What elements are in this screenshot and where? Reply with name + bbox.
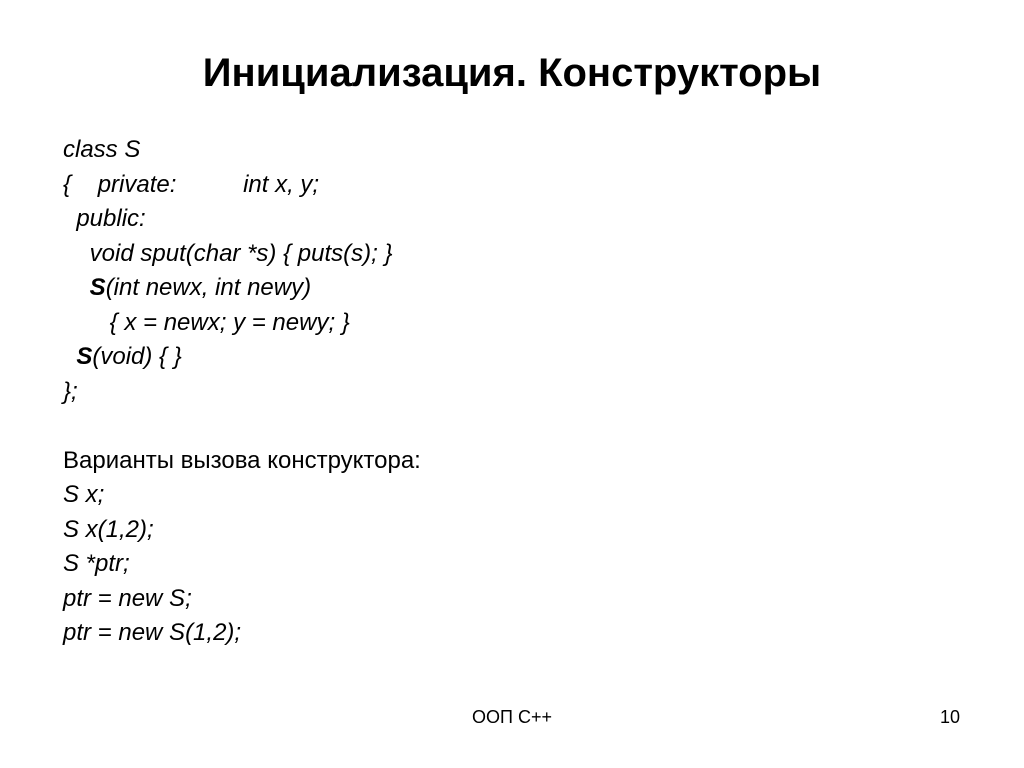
constructor-name: S — [76, 343, 93, 370]
variant-line-1: S x; — [63, 481, 105, 508]
constructor-name: S — [89, 274, 106, 301]
footer-course-label: ООП С++ — [472, 707, 552, 727]
code-line-blank — [63, 409, 421, 444]
code-block — [63, 133, 421, 651]
code-line-4: void sput(char *s) { puts(s); } — [63, 239, 393, 267]
code-line-7: S(void) { } — [76, 343, 182, 370]
page-number: 10 — [939, 707, 960, 727]
slide-title: Инициализация. Конструкторы — [202, 51, 822, 95]
variant-line-5: ptr = new S(1,2); — [63, 619, 242, 646]
code-line-5: S(int newx, int newy) — [89, 274, 312, 301]
variants-heading: Варианты вызова конструктора: — [63, 446, 421, 474]
code-line-3: public: — [63, 205, 146, 232]
code-line-2: { private: int x, y; — [63, 170, 320, 198]
variant-line-4: ptr = new S; — [63, 584, 192, 612]
variant-line-3: S *ptr; — [63, 550, 130, 577]
code-line-6: { x = newx; y = newy; } — [63, 308, 350, 336]
variant-line-2: S x(1,2); — [63, 515, 154, 543]
code-line-1: class S — [63, 136, 141, 163]
code-line-8: }; — [63, 377, 78, 405]
